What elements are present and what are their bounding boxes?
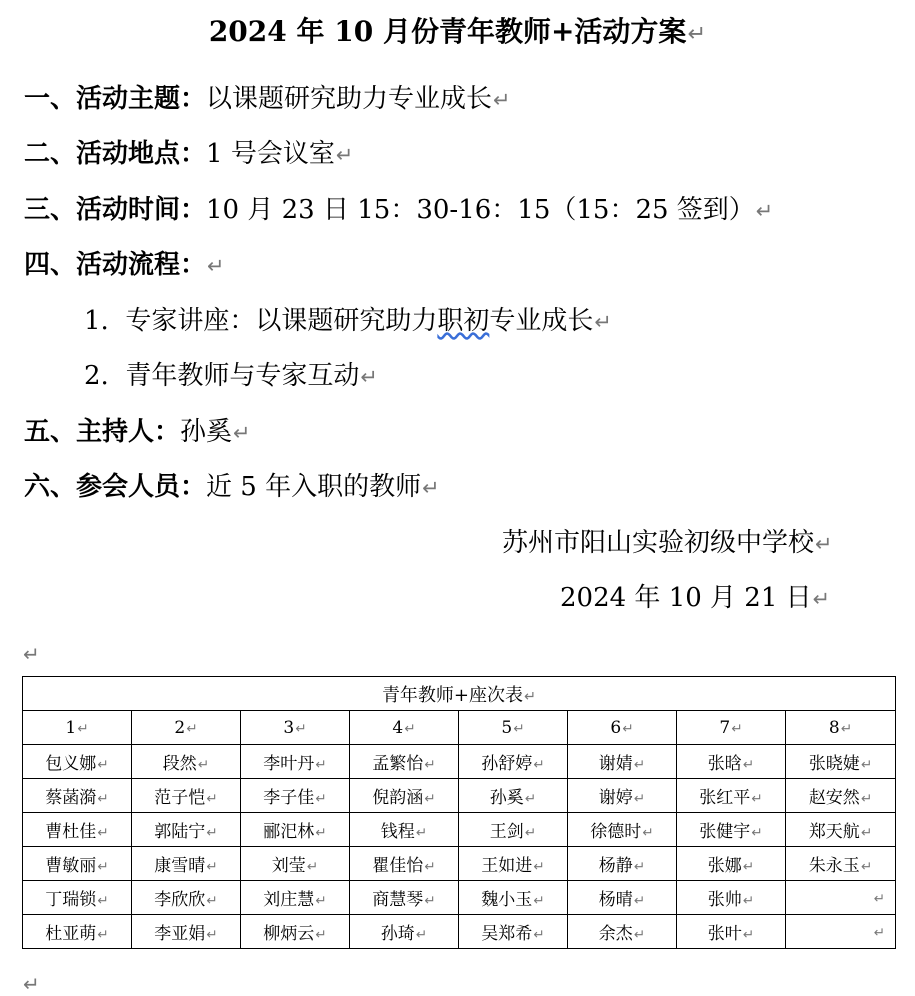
- seat-cell: 魏小玉↵: [459, 881, 568, 915]
- seat-cell: 徐德时↵: [568, 813, 677, 847]
- seat-cell: 张娜↵: [677, 847, 786, 881]
- process-step-2: 2. 青年教师与专家互动↵: [84, 361, 378, 391]
- seat-cell: 杨晴↵: [568, 881, 677, 915]
- spellcheck-underline: 职初: [437, 306, 490, 336]
- item-value: 10 月 23 日 15：30-16：15（15：25 签到）: [206, 195, 755, 225]
- seat-cell: 张健宇↵: [677, 813, 786, 847]
- seat-cell: 张叶↵: [677, 915, 786, 949]
- seat-cell: 李子佳↵: [241, 779, 350, 813]
- item-attendees: 六、参会人员：近 5 年入职的教师↵: [24, 472, 440, 502]
- seat-cell: 李亚娟↵: [132, 915, 241, 949]
- seat-table-title: 青年教师+座次表↵: [23, 677, 896, 711]
- seat-cell: 郭陆宁↵: [132, 813, 241, 847]
- seat-cell: 王剑↵: [459, 813, 568, 847]
- seat-cell: 刘莹↵: [241, 847, 350, 881]
- column-header: 1↵: [23, 711, 132, 745]
- seat-cell: 倪韵涵↵: [350, 779, 459, 813]
- seat-cell: 赵安然↵: [786, 779, 896, 813]
- seat-cell: 钱程↵: [350, 813, 459, 847]
- paragraph-mark-icon: ↵: [687, 21, 707, 47]
- process-step-1: 1. 专家讲座：以课题研究助力职初专业成长↵: [84, 306, 612, 336]
- seat-cell: 王如进↵: [459, 847, 568, 881]
- seat-cell: 杜亚萌↵: [23, 915, 132, 949]
- item-label: 六、参会人员：: [24, 472, 207, 502]
- seat-cell: 孙奚↵: [459, 779, 568, 813]
- seat-cell: 余杰↵: [568, 915, 677, 949]
- item-theme: 一、活动主题：以课题研究助力专业成长↵: [24, 84, 511, 114]
- item-value: 孙奚: [180, 417, 233, 447]
- table-row: [23, 881, 896, 915]
- seat-cell: 康雪晴↵: [132, 847, 241, 881]
- item-time: 三、活动时间：10 月 23 日 15：30-16：15（15：25 签到）↵: [24, 195, 774, 225]
- seat-cell: 吴郑希↵: [459, 915, 568, 949]
- signature-date: 2024 年 10 月 21 日↵: [560, 583, 831, 613]
- item-location: 二、活动地点：1 号会议室↵: [24, 139, 354, 169]
- seat-cell: 孙舒婷↵: [459, 745, 568, 779]
- seat-table-header-row: [23, 711, 896, 745]
- seat-table-title-row: [23, 677, 896, 711]
- seat-cell: 杨静↵: [568, 847, 677, 881]
- seat-cell: 谢婧↵: [568, 745, 677, 779]
- seat-cell: 瞿佳怡↵: [350, 847, 459, 881]
- item-label: 一、活动主题：: [24, 84, 207, 114]
- item-label: 二、活动地点：: [24, 139, 207, 169]
- item-process: 四、活动流程：↵: [24, 250, 225, 280]
- column-header: 3↵: [241, 711, 350, 745]
- paragraph-mark-icon: ↵: [23, 642, 40, 666]
- seat-cell: 曹敏丽↵: [23, 847, 132, 881]
- item-label: 五、主持人：: [24, 417, 181, 447]
- item-label: 四、活动流程：: [24, 250, 207, 280]
- seat-cell: 刘庄慧↵: [241, 881, 350, 915]
- seat-cell: 孟繁怡↵: [350, 745, 459, 779]
- seat-cell: 蔡菡漪↵: [23, 779, 132, 813]
- seat-cell: 郦汜林↵: [241, 813, 350, 847]
- seat-cell: 包义娜↵: [23, 745, 132, 779]
- table-row: [23, 915, 896, 949]
- seat-cell: 李欣欣↵: [132, 881, 241, 915]
- table-row: [23, 779, 896, 813]
- column-header: 8↵: [786, 711, 896, 745]
- item-value: 以课题研究助力专业成长: [206, 84, 493, 114]
- seat-cell: 孙琦↵: [350, 915, 459, 949]
- item-value: 近 5 年入职的教师: [206, 472, 422, 502]
- seat-cell: 张红平↵: [677, 779, 786, 813]
- paragraph-mark-icon: ↵: [23, 972, 40, 996]
- column-header: 4↵: [350, 711, 459, 745]
- seat-cell: 郑天航↵: [786, 813, 896, 847]
- seat-cell: ↵: [786, 915, 896, 949]
- seat-cell: 段然↵: [132, 745, 241, 779]
- seat-table: [22, 676, 896, 949]
- column-header: 6↵: [568, 711, 677, 745]
- column-header: 7↵: [677, 711, 786, 745]
- seat-cell: 范子恺↵: [132, 779, 241, 813]
- column-header: 5↵: [459, 711, 568, 745]
- seat-cell: 李叶丹↵: [241, 745, 350, 779]
- table-row: [23, 813, 896, 847]
- step-number: 1.: [84, 306, 109, 336]
- item-host: 五、主持人：孙奚↵: [24, 417, 251, 447]
- seat-cell: 谢婷↵: [568, 779, 677, 813]
- table-row: [23, 745, 896, 779]
- signature-school: 苏州市阳山实验初级中学校↵: [502, 528, 833, 558]
- step-number: 2.: [84, 361, 109, 391]
- seat-cell: 张晓婕↵: [786, 745, 896, 779]
- item-label: 三、活动时间：: [24, 195, 207, 225]
- seat-cell: 曹杜佳↵: [23, 813, 132, 847]
- seat-cell: 朱永玉↵: [786, 847, 896, 881]
- seat-cell: 柳炳云↵: [241, 915, 350, 949]
- seat-cell: ↵: [786, 881, 896, 915]
- column-header: 2↵: [132, 711, 241, 745]
- seat-cell: 商慧琴↵: [350, 881, 459, 915]
- seat-cell: 丁瑞锁↵: [23, 881, 132, 915]
- seat-cell: 张晗↵: [677, 745, 786, 779]
- document-title: 2024 年 10 月份青年教师+活动方案↵: [208, 15, 707, 48]
- table-row: [23, 847, 896, 881]
- seat-cell: 张帅↵: [677, 881, 786, 915]
- item-value: 1 号会议室: [206, 139, 335, 169]
